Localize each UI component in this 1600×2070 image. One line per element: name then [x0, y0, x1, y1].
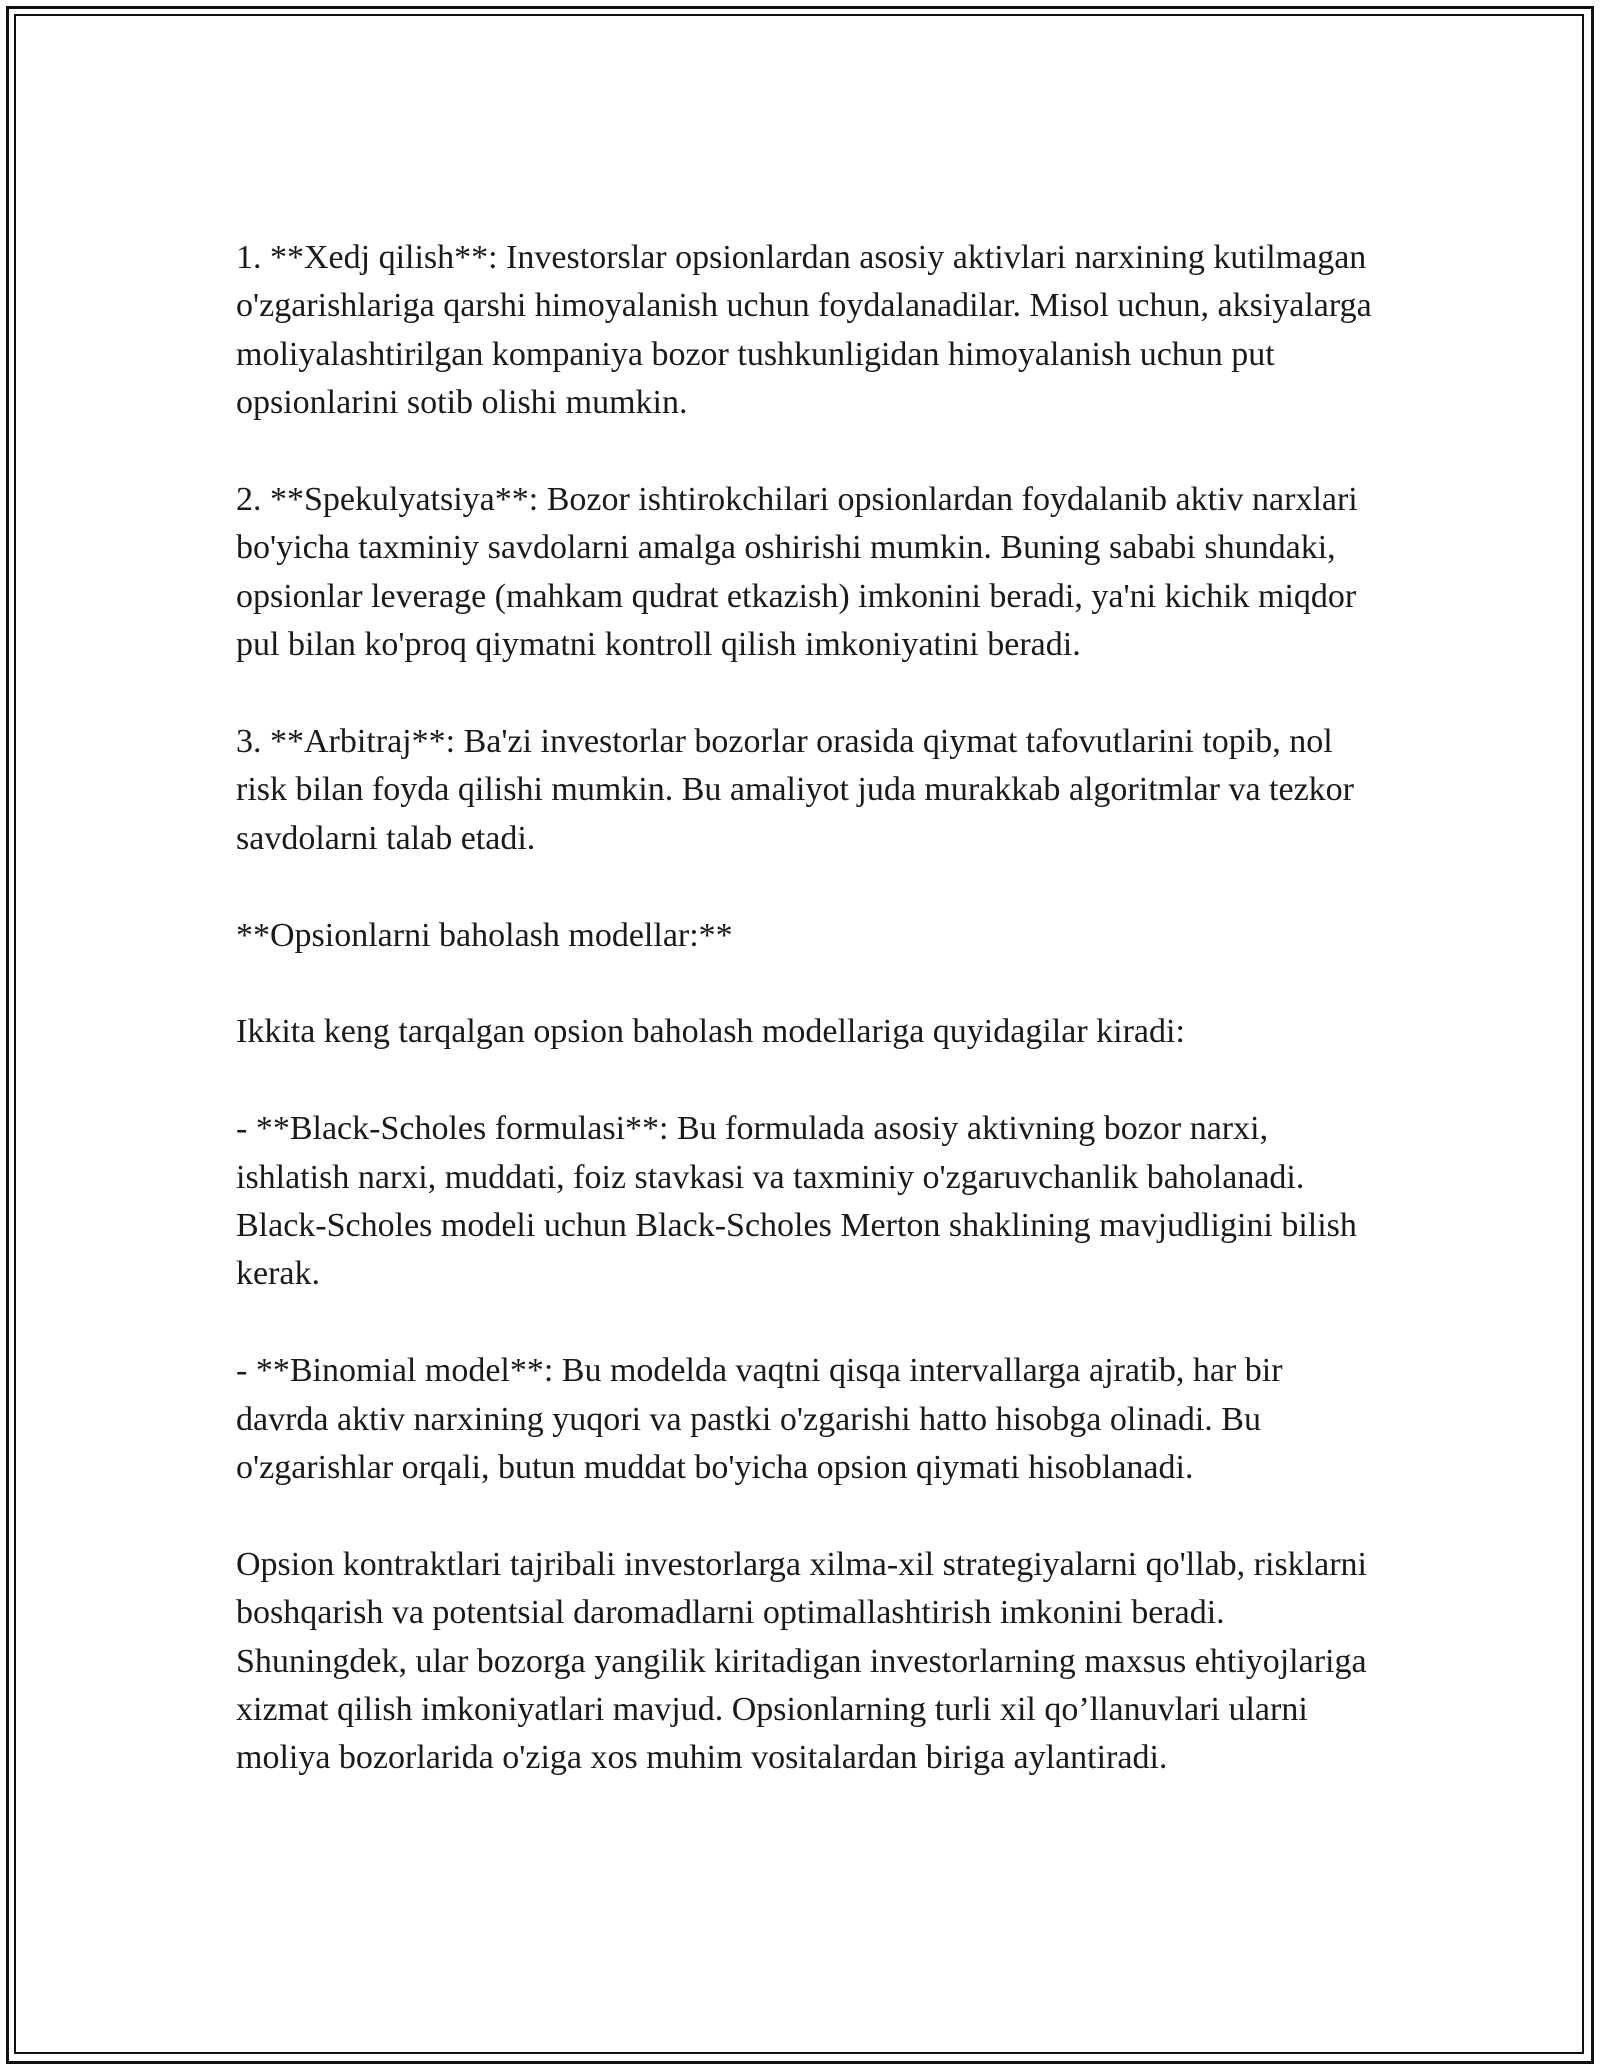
paragraph-hedging: 1. **Xedj qilish**: Investorslar opsionlardan asosiy aktivlari narxining kutilmagan o'zgarishlariga qarshi himoyalanish uchun foydalanadilar. Misol uchun, aksiyalarga moliyalashtirilgan kompaniya bozor tushkunligidan himoyalanish uchun put opsionlarini sotib olishi mumkin. [236, 239, 1372, 422]
paragraph-conclusion: Opsion kontraktlari tajribali investorlarga xilma-xil strategiyalarni qo'llab, risklarni boshqarish va potentsial daromadlarni optimallashtirish imkonini beradi. Shuningdek, ular bozorga yangilik kiritadigan investorlarning maxsus ehtiyojlariga xizmat qilish imkoniyatlari mavjud. Opsionlarning turli xil qo’llanuvlari ularni moliya bozorlarida o'ziga xos muhim vositalardan biriga aylantiradi. [236, 1545, 1367, 1777]
paragraph-speculation: 2. **Spekulyatsiya**: Bozor ishtirokchilari opsionlardan foydalanib aktiv narxlari bo'yicha taxminiy savdolarni amalga oshirishi mumkin. Buning sababi shundaki, opsionlar leverage (mahkam qudrat etkazish) imkonini beradi, ya'ni kichik miqdor pul bilan ko'proq qiymatni kontroll qilish imkoniyatini beradi. [236, 481, 1358, 664]
list-item-black-scholes: - **Black-Scholes formulasi**: Bu formulada asosiy aktivning bozor narxi, ishlatish narxi, muddati, foiz stavkasi va taxminiy o'zgaruvchanlik baholanadi. Black-Scholes modeli uchun Black-Scholes Merton shaklining mavjudligini bilish kerak. [236, 1110, 1357, 1293]
paragraph-models-intro: Ikkita keng tarqalgan opsion baholash modellariga quyidagilar kiradi: [236, 1013, 1185, 1051]
document-body [236, 234, 1376, 1783]
section-heading-pricing-models: **Opsionlarni baholash modellar:** [236, 916, 733, 954]
list-item-binomial: - **Binomial model**: Bu modelda vaqtni qisqa intervallarga ajratib, har bir davrda aktiv narxining yuqori va pastki o'zgarishi hatto hisobga olinadi. Bu o'zgarishlar orqali, butun muddat bo'yicha opsion qiymati hisoblanadi. [236, 1352, 1283, 1487]
paragraph-arbitrage: 3. **Arbitraj**: Ba'zi investorlar bozorlar orasida qiymat tafovutlarini topib, nol risk bilan foyda qilishi mumkin. Bu amaliyot juda murakkab algoritmlar va tezkor savdolarni talab etadi. [236, 723, 1354, 857]
